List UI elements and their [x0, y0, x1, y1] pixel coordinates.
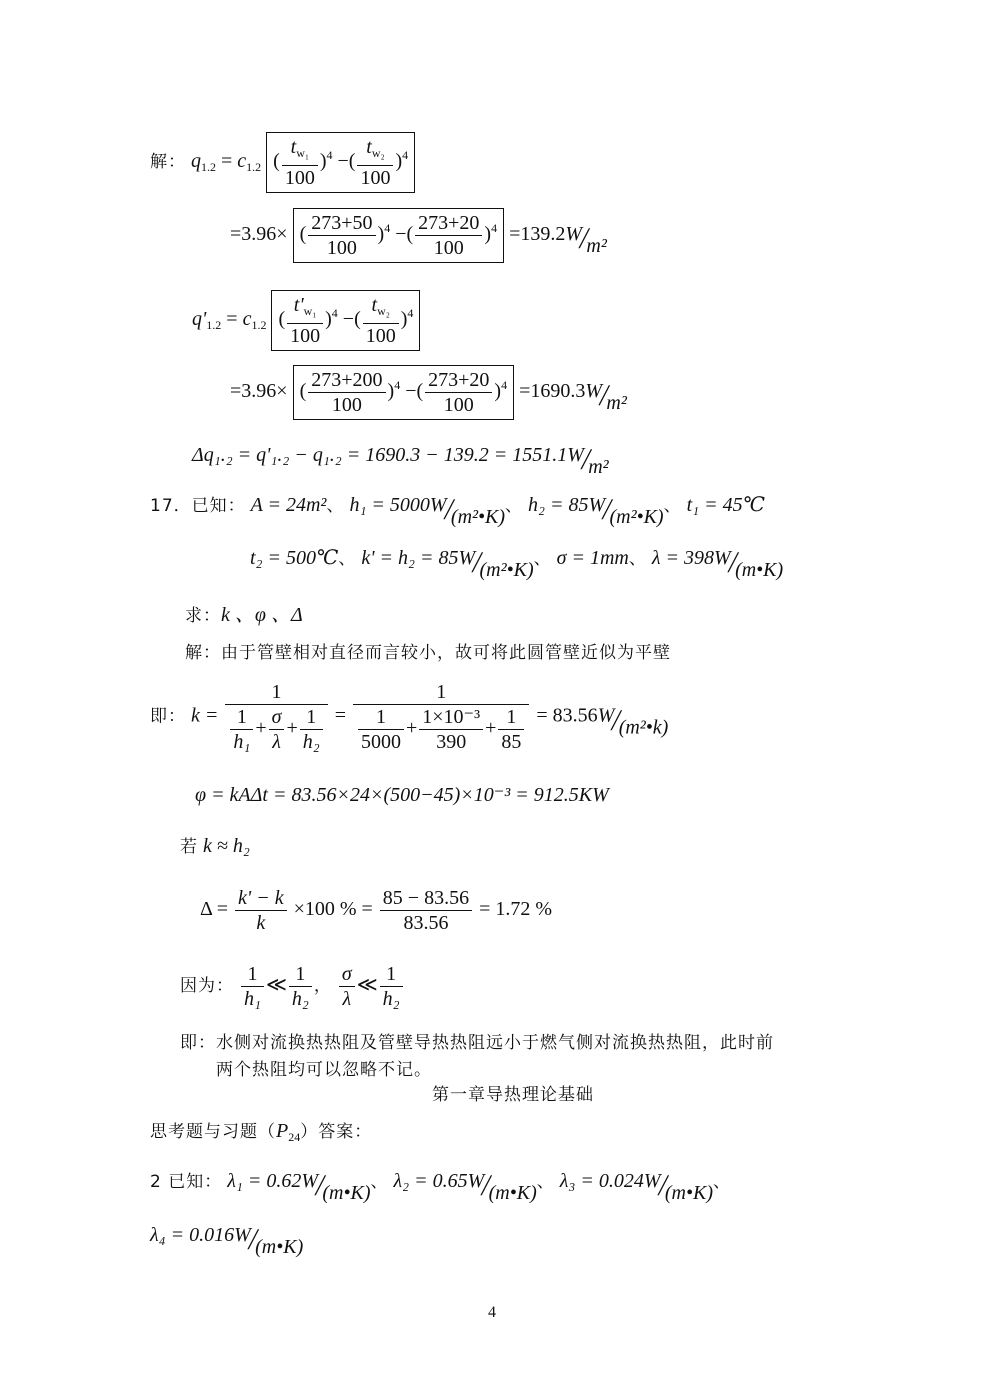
solution-label: 解：: [150, 152, 186, 173]
page-number: 4: [488, 1304, 496, 1321]
ask-line: 求：k 、φ 、Δ: [185, 604, 303, 626]
eq-q12-prime-value: =3.96× ( $\frac{273+200}{100}$ )$^4$ −( $\frac{273+20}{100}$ )$^4$ =1690.3W/m²: [230, 365, 627, 420]
because-line: 因为： $\frac{1}{\text{h₁}}$ ≪ $\frac{1}{\text{h₂}}$ ， $\frac{\sigma}{\lambda}$ ≪ $\frac{1}{\text{h₂}}$: [180, 962, 405, 1011]
problem-2-given: 2 已知： λ₁ = 0.62W/(m•K)、 λ₂ = 0.65W/(m•K)、 λ₃ = 0.024W/(m•K)、: [150, 1169, 731, 1204]
if-line: 若 k ≈ h₂: [180, 835, 250, 857]
bracket: ( $\frac{t_{w_1}}{100}$ )$^4$ −( $\frac{t_{w_2}}{100}$ )$^4$: [266, 132, 415, 193]
eq-q12-prime: $q'_{1.2} = c_{1.2}$ ( $\frac{t'_{w_1}}{100}$ )$^4$ −( $\frac{t_{w_2}}{100}$ )$^4$: [192, 290, 420, 351]
eq-q12-value: =3.96× ( $\frac{273+50}{100}$ )$^4$ −( $\frac{273+20}{100}$ )$^4$ =139.2W/m²: [230, 208, 607, 263]
solution-text: 解：由于管壁相对直径而言较小，故可将此圆管壁近似为平壁: [185, 643, 671, 663]
eq-delta: Δ = $\frac{k' - k}{k}$ ×100 % = $\frac{85 - 83.56}{83.56}$ = 1.72 %: [200, 887, 553, 934]
homework-heading: 思考题与习题$(P_{24})$答案：: [150, 1120, 373, 1144]
chapter-title: 第一章导热理论基础: [432, 1085, 594, 1105]
eq-k: 即： k = 1 $\frac{1}{\text{h₁}}$ + $\frac{\sigma}{\lambda}$ + $\frac{1}{\text{h₂}}$ = 1 $\frac{1}{5000}$ + $\frac{\text{1×10⁻³}}{390}$ + $\frac{1}{85}$ = 83.56W/(m²•k): [150, 681, 669, 753]
eq-delta-q: Δq₁.₂ = q'₁.₂ − q₁.₂ = 1690.3 − 139.2 = 1551.1W/m²: [192, 443, 609, 478]
problem-17-given: 17．已知： A = 24m²、 h₁ = 5000W/(m²•K)、 h₂ = 85W/(m²•K)、 t₁ = 45℃: [150, 493, 765, 528]
eq-phi: φ = kAΔt = 83.56×24×(500−45)×10⁻³ = 912.5KW: [195, 784, 609, 806]
problem-17-given-2: t₂ = 500℃、 k' = h₂ = 85W/(m²•K)、 σ = 1mm、 λ = 398W/(m•K): [250, 546, 784, 581]
conclusion-line-2: 两个热阻均可以忽略不记。: [216, 1060, 432, 1080]
conclusion-line-1: 即：水侧对流换热热阻及管壁导热热阻远小于燃气侧对流换热热阻，此时前: [180, 1033, 774, 1053]
problem-2-given-2: λ₄ = 0.016W/(m•K): [150, 1223, 304, 1258]
eq-q12: 解： $q_{1.2} = c_{1.2}$ ( $\frac{t_{w_1}}{100}$ )$^4$ −( $\frac{t_{w_2}}{100}$ )$^4$: [150, 132, 415, 193]
